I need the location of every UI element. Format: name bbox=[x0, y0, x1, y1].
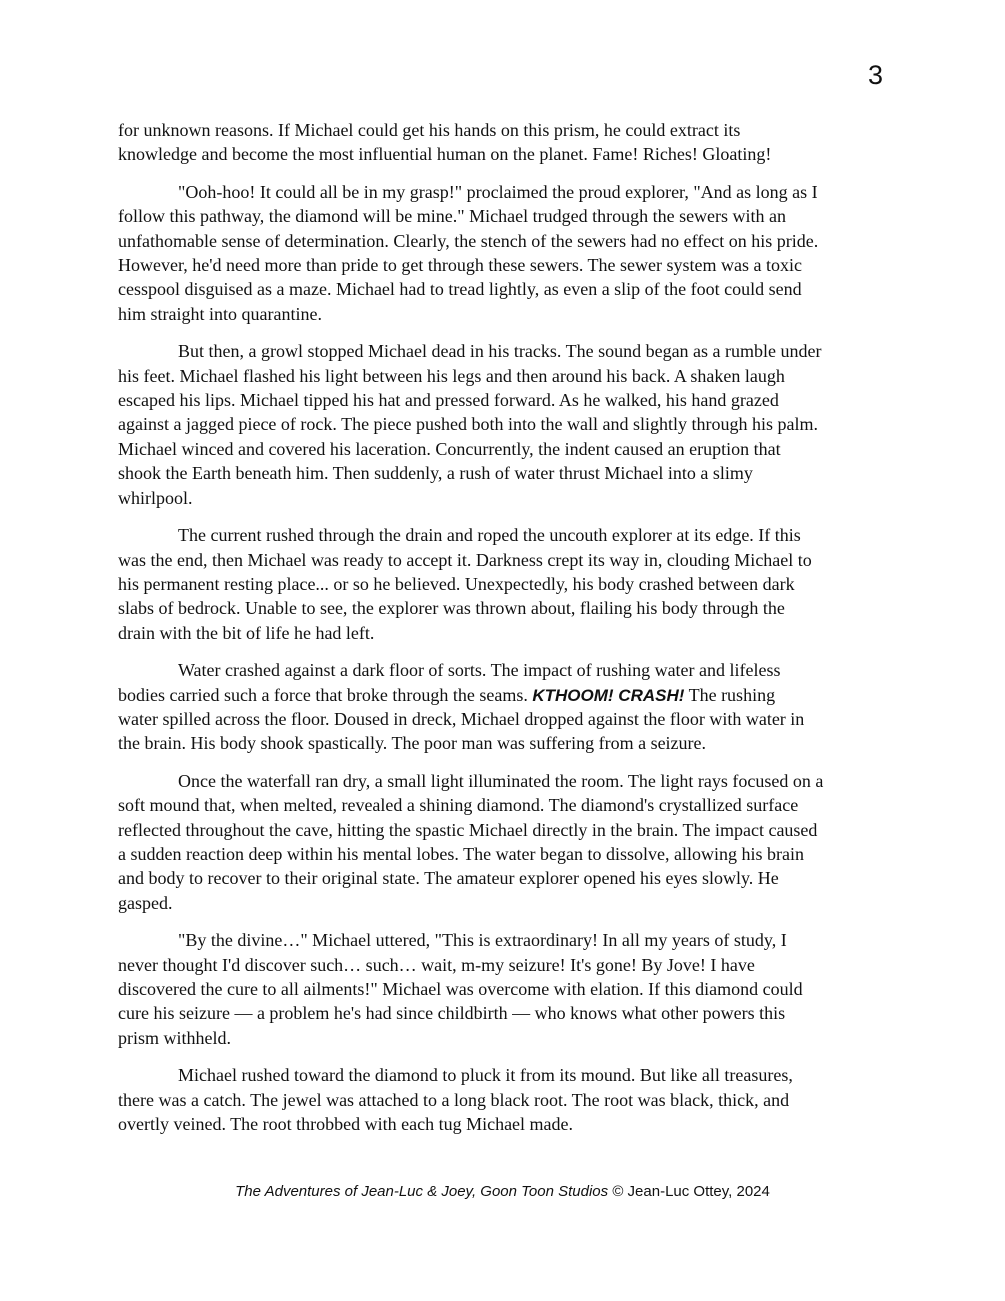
text-line: there was a catch. The jewel was attached to a long black root. The root was black, thick, and bbox=[118, 1089, 790, 1110]
document-body bbox=[118, 118, 918, 1149]
text-line: gasped. bbox=[118, 892, 173, 913]
paragraph-4 bbox=[118, 523, 918, 645]
text-line: shook the Earth beneath him. Then suddenly, a rush of water thrust Michael into a slimy bbox=[118, 463, 753, 484]
text-line: drain with the bit of life he had left. bbox=[118, 622, 375, 643]
text-line: discovered the cure to all ailments!" Michael was overcome with elation. If this diamond could bbox=[118, 979, 803, 999]
paragraph-1 bbox=[118, 118, 918, 167]
paragraph-3 bbox=[118, 339, 918, 510]
text-line: reflected throughout the cave, hitting the spastic Michael directly in the brain. The impact caused bbox=[118, 819, 818, 840]
text-line: and body to recover to their original state. The amateur explorer opened his eyes slowly. He bbox=[118, 868, 779, 889]
text-line: against a jagged piece of rock. The piece pushed both into the wall and slightly through his palm. bbox=[118, 414, 818, 435]
text-segment: The rushing bbox=[684, 684, 776, 705]
paragraph-2 bbox=[118, 180, 918, 326]
text-line: "By the divine…" Michael uttered, "This is extraordinary! In all my years of study, I bbox=[178, 930, 787, 951]
text-line: whirlpool. bbox=[118, 487, 193, 508]
text-line: cesspool disguised as a maze. Michael had to tread lightly, as even a slip of the foot could send bbox=[118, 279, 802, 300]
paragraph-8 bbox=[118, 1063, 918, 1136]
text-line: "Ooh-hoo! It could all be in my grasp!" proclaimed the proud explorer, "And as long as I bbox=[178, 181, 818, 202]
page-footer bbox=[0, 1183, 1005, 1200]
text-line: was the end, then Michael was ready to accept it. Darkness crept its way in, clouding Michael to bbox=[118, 549, 812, 570]
text-line: follow this pathway, the diamond will be mine." Michael trudged through the sewers with an bbox=[118, 206, 787, 227]
text-line: for unknown reasons. If Michael could get his hands on this prism, he could extract its bbox=[118, 120, 741, 140]
text-line: soft mound that, when melted, revealed a shining diamond. The diamond's crystallized surface bbox=[118, 795, 799, 816]
text-line: However, he'd need more than pride to get through these sewers. The sewer system was a toxic bbox=[118, 255, 802, 276]
paragraph-5 bbox=[118, 658, 918, 756]
text-line: overtly veined. The root throbbed with each tug Michael made. bbox=[118, 1114, 574, 1135]
text-line: his permanent resting place... or so he believed. Unexpectedly, his body crashed between dark bbox=[118, 573, 795, 594]
text-line: a sudden reaction deep within his mental lobes. The water began to dissolve, allowing his brain bbox=[118, 843, 805, 864]
sound-effect-text: KTHOOM! CRASH! bbox=[532, 685, 685, 705]
page-number: 3 bbox=[868, 60, 884, 90]
text-line: Michael winced and covered his laceration. Concurrently, the indent caused an eruption that bbox=[118, 438, 781, 459]
text-line: water spilled across the floor. Doused in dreck, Michael dropped against the floor with water in bbox=[118, 708, 805, 729]
footer-title: The Adventures of Jean-Luc & Joey, Goon Toon Studios bbox=[235, 1183, 609, 1200]
text-line: But then, a growl stopped Michael dead in his tracks. The sound began as a rumble under bbox=[178, 341, 822, 362]
text-segment: bodies carried such a force that broke through the seams. bbox=[118, 684, 533, 705]
text-line bbox=[118, 683, 918, 707]
text-line: unfathomable sense of determination. Clearly, the stench of the sewers had no effect on his pride. bbox=[118, 230, 819, 251]
footer-copyright: © Jean-Luc Ottey, 2024 bbox=[608, 1183, 770, 1200]
text-line: Once the waterfall ran dry, a small light illuminated the room. The light rays focused on a bbox=[178, 770, 824, 791]
text-line: Water crashed against a dark floor of sorts. The impact of rushing water and lifeless bbox=[178, 660, 781, 681]
paragraph-7 bbox=[118, 928, 918, 1050]
text-line: his feet. Michael flashed his light between his legs and then around his back. A shaken laugh bbox=[118, 365, 785, 386]
text-line: escaped his lips. Michael tipped his hat and pressed forward. As he walked, his hand grazed bbox=[118, 390, 779, 411]
text-line: The current rushed through the drain and roped the uncouth explorer at its edge. If this bbox=[178, 525, 801, 546]
text-line: slabs of bedrock. Unable to see, the explorer was thrown about, flailing his body through the bbox=[118, 598, 785, 619]
text-line: never thought I'd discover such… such… wait, m-my seizure! It's gone! By Jove! I have bbox=[118, 954, 755, 975]
paragraph-6 bbox=[118, 769, 918, 915]
text-line: Michael rushed toward the diamond to pluck it from its mound. But like all treasures, bbox=[178, 1065, 793, 1086]
text-line: prism withheld. bbox=[118, 1027, 231, 1048]
text-line: cure his seizure — a problem he's had since childbirth — who knows what other powers this bbox=[118, 1003, 786, 1024]
text-line: knowledge and become the most influential human on the planet. Fame! Riches! Gloating! bbox=[118, 144, 772, 165]
text-line: him straight into quarantine. bbox=[118, 303, 322, 324]
text-line: the brain. His body shook spastically. The poor man was suffering from a seizure. bbox=[118, 733, 707, 754]
